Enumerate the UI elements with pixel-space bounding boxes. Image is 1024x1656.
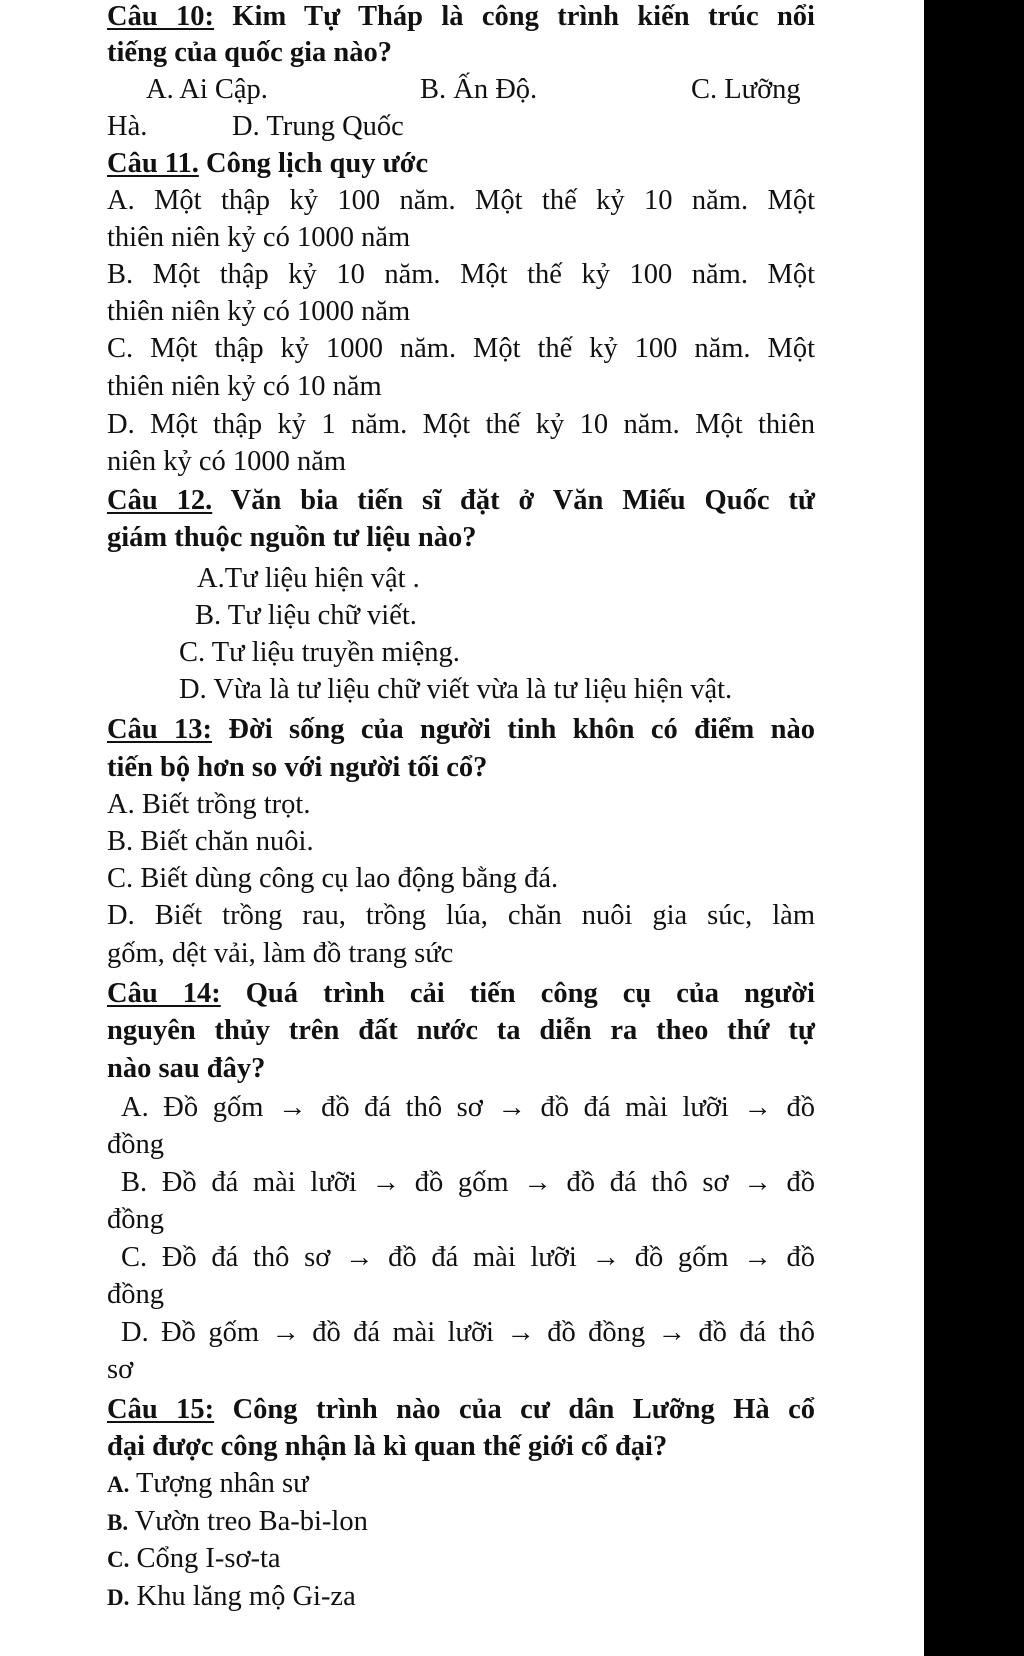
q14-option-c-line2: đồng <box>107 1279 164 1310</box>
q11-option-c-line2: thiên niên kỷ có 10 năm <box>107 371 382 402</box>
q10-option-d: D. Trung Quốc <box>232 111 404 142</box>
q13-option-b: B. Biết chăn nuôi. <box>107 826 314 857</box>
q14-text: Quá trình cải tiến công cụ của người <box>220 978 815 1009</box>
q12-option-d: D. Vừa là tư liệu chữ viết vừa là tư liệu hiện vật. <box>179 674 733 705</box>
q10-option-a: A. Ai Cập. <box>146 74 268 105</box>
right-black-bar <box>924 0 1024 1656</box>
q10-label: Câu 10: <box>107 1 215 32</box>
q12-text: Văn bia tiến sĩ đặt ở Văn Miếu Quốc tử <box>212 485 815 516</box>
q15-stem-line2: đại được công nhận là kì quan thế giới cổ đại? <box>107 1431 668 1462</box>
q13-option-d-line2: gốm, dệt vải, làm đồ trang sức <box>107 938 454 969</box>
q14-stem-line3: nào sau đây? <box>107 1053 266 1084</box>
q10-text: Kim Tự Tháp là công trình kiến trúc nổi <box>214 1 815 32</box>
q12-option-a: A.Tư liệu hiện vật . <box>197 563 420 594</box>
q15-option-b-text: Vườn treo Ba-bi-lon <box>128 1506 368 1537</box>
q14-stem-line2: nguyên thủy trên đất nước ta diễn ra theo thứ tự <box>107 1015 815 1046</box>
q15-option-d <box>107 1580 356 1615</box>
q13-text: Đời sống của người tinh khôn có điểm nào <box>212 714 815 745</box>
q14-label: Câu 14: <box>107 978 221 1009</box>
q15-stem-line1 <box>107 1393 815 1427</box>
q14-option-d-line1: D. Đồ gốm → đồ đá mài lưỡi → đồ đồng → đồ đá thô <box>121 1317 815 1348</box>
q11-option-a-line2: thiên niên kỷ có 1000 năm <box>107 222 411 253</box>
q13-option-c: C. Biết dùng công cụ lao động bằng đá. <box>107 863 559 894</box>
q11-option-a-line1: A. Một thập kỷ 100 năm. Một thế kỷ 10 năm. Một <box>107 185 815 216</box>
q15-option-c-text: Cổng I-sơ-ta <box>129 1543 281 1574</box>
q12-option-c: C. Tư liệu truyền miệng. <box>179 637 460 668</box>
q15-option-a <box>107 1467 309 1502</box>
q11-text: Công lịch quy ước <box>198 148 429 179</box>
q15-option-c <box>107 1542 281 1577</box>
q15-option-c-letter: C. <box>107 1547 130 1572</box>
q12-option-b: B. Tư liệu chữ viết. <box>195 600 417 631</box>
q10-stem-line1 <box>107 0 815 34</box>
q13-stem-line1 <box>107 713 815 747</box>
q13-label: Câu 13: <box>107 714 213 745</box>
q15-option-a-letter: A. <box>107 1472 130 1497</box>
q14-option-a-line1: A. Đồ gốm → đồ đá thô sơ → đồ đá mài lưỡi → đồ <box>121 1092 815 1123</box>
q14-option-c-line1: C. Đồ đá thô sơ → đồ đá mài lưỡi → đồ gốm → đồ <box>121 1242 815 1273</box>
q11-option-b-line2: thiên niên kỷ có 1000 năm <box>107 296 411 327</box>
q14-option-b-line2: đồng <box>107 1204 164 1235</box>
q13-stem-line2: tiến bộ hơn so với người tối cổ? <box>107 752 488 783</box>
q15-label: Câu 15: <box>107 1394 215 1425</box>
q10-stem-line2: tiếng của quốc gia nào? <box>107 37 393 68</box>
q10-option-b: B. Ấn Độ. <box>420 74 538 105</box>
q15-option-b <box>107 1505 368 1540</box>
q10-option-c-cont: Hà. <box>107 111 148 142</box>
q14-stem-line1 <box>107 977 815 1011</box>
q14-option-d-line2: sơ <box>107 1354 134 1385</box>
q12-stem-line2: giám thuộc nguồn tư liệu nào? <box>107 522 477 553</box>
q13-option-a: A. Biết trồng trọt. <box>107 789 311 820</box>
q11-option-d-line1: D. Một thập kỷ 1 năm. Một thế kỷ 10 năm. Một thiên <box>107 409 815 440</box>
q11-stem <box>107 147 428 181</box>
q10-option-c: C. Lưỡng <box>691 74 801 105</box>
q14-option-b-line1: B. Đồ đá mài lưỡi → đồ gốm → đồ đá thô sơ → đồ <box>121 1167 815 1198</box>
q15-option-b-letter: B. <box>107 1510 129 1535</box>
q12-stem-line1 <box>107 484 815 518</box>
q15-option-d-letter: D. <box>107 1585 130 1610</box>
q11-label: Câu 11. <box>107 148 199 179</box>
q14-option-a-line2: đồng <box>107 1129 164 1160</box>
q13-option-d-line1: D. Biết trồng rau, trồng lúa, chăn nuôi gia súc, làm <box>107 900 815 931</box>
q12-label: Câu 12. <box>107 485 213 516</box>
q15-option-d-text: Khu lăng mộ Gi-za <box>129 1581 356 1612</box>
q11-option-c-line1: C. Một thập kỷ 1000 năm. Một thế kỷ 100 năm. Một <box>107 333 815 364</box>
q11-option-b-line1: B. Một thập kỷ 10 năm. Một thế kỷ 100 năm. Một <box>107 259 815 290</box>
q15-option-a-text: Tượng nhân sư <box>129 1468 309 1499</box>
q11-option-d-line2: niên kỷ có 1000 năm <box>107 446 347 477</box>
q15-text: Công trình nào của cư dân Lưỡng Hà cổ <box>214 1394 815 1425</box>
